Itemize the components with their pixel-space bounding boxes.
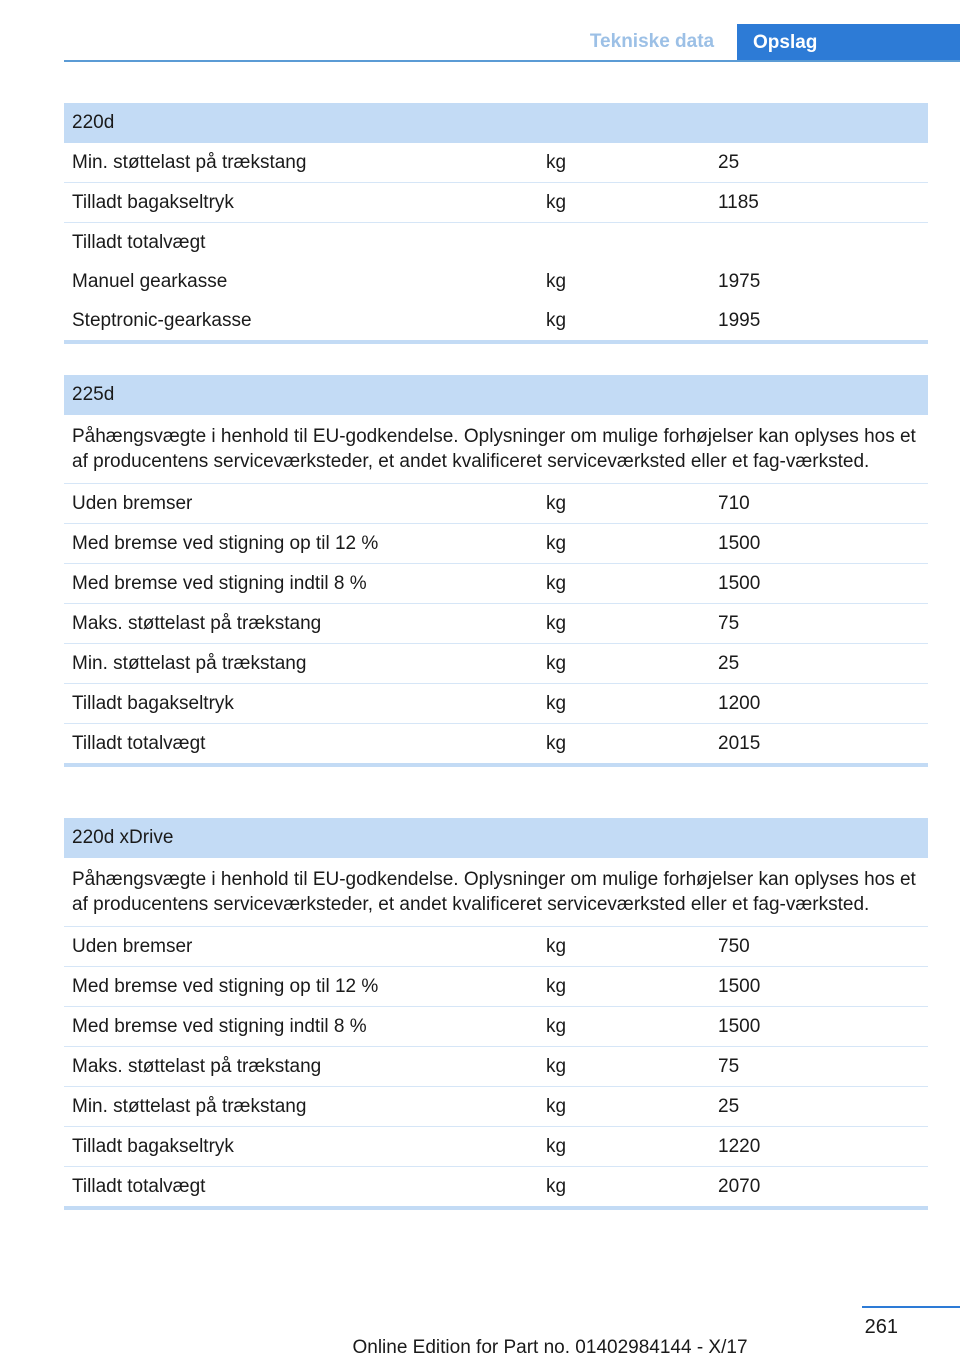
row-unit: kg bbox=[546, 309, 567, 331]
table-row bbox=[64, 524, 928, 564]
row-value: 1500 bbox=[718, 572, 761, 594]
row-unit: kg bbox=[546, 492, 567, 514]
table-row bbox=[64, 644, 928, 684]
row-value: 25 bbox=[718, 652, 740, 674]
row-label: Tilladt bagakseltryk bbox=[72, 191, 234, 213]
row-unit: kg bbox=[546, 151, 567, 173]
row-label: Tilladt totalvægt bbox=[72, 1175, 206, 1197]
row-label: Min. støttelast på trækstang bbox=[72, 1095, 307, 1117]
row-unit: kg bbox=[546, 1175, 567, 1197]
row-value: 25 bbox=[718, 1095, 740, 1117]
row-value: 750 bbox=[718, 935, 750, 957]
row-label: Steptronic-gearkasse bbox=[72, 309, 252, 331]
page-number: 261 bbox=[864, 1316, 898, 1338]
row-unit: kg bbox=[546, 1095, 567, 1117]
section-end-rule bbox=[64, 763, 928, 767]
section-end-rule bbox=[64, 340, 928, 344]
row-unit: kg bbox=[546, 652, 567, 674]
row-label: Med bremse ved stigning indtil 8 % bbox=[72, 572, 367, 594]
row-unit: kg bbox=[546, 975, 567, 997]
section-220d bbox=[64, 103, 928, 344]
row-unit: kg bbox=[546, 572, 567, 594]
row-unit: kg bbox=[546, 1015, 567, 1037]
row-value: 1185 bbox=[718, 191, 759, 213]
row-value: 1995 bbox=[718, 309, 761, 331]
table-row bbox=[64, 183, 928, 223]
table-row bbox=[64, 262, 928, 301]
row-unit: kg bbox=[546, 1055, 567, 1077]
footer-accent-line bbox=[862, 1306, 960, 1308]
row-unit: kg bbox=[546, 732, 567, 754]
row-label: Med bremse ved stigning indtil 8 % bbox=[72, 1015, 367, 1037]
row-label: Uden bremser bbox=[72, 935, 193, 957]
page-header bbox=[0, 0, 960, 62]
table-row bbox=[64, 684, 928, 724]
row-label: Tilladt bagakseltryk bbox=[72, 692, 234, 714]
row-value: 1220 bbox=[718, 1135, 761, 1157]
section-title: 225d bbox=[64, 375, 928, 415]
row-value: 75 bbox=[718, 1055, 740, 1077]
row-label: Min. støttelast på trækstang bbox=[72, 652, 307, 674]
section-title: 220d xDrive bbox=[64, 818, 928, 858]
row-label: Maks. støttelast på trækstang bbox=[72, 1055, 322, 1077]
table-row bbox=[64, 967, 928, 1007]
row-label: Tilladt totalvægt bbox=[72, 231, 206, 253]
row-label: Manuel gearkasse bbox=[72, 270, 228, 292]
table-row bbox=[64, 564, 928, 604]
row-unit: kg bbox=[546, 532, 567, 554]
section-225d bbox=[64, 375, 928, 767]
table-row bbox=[64, 223, 928, 262]
table-row bbox=[64, 1047, 928, 1087]
row-value: 25 bbox=[718, 151, 740, 173]
row-value: 2070 bbox=[718, 1175, 761, 1197]
row-label: Uden bremser bbox=[72, 492, 193, 514]
section-note: Påhængsvægte i henhold til EU-godkendelse. Oplysninger om mulige forhøjelser kan oplyses hos et af producentens serviceværksteder, et andet kvalificeret serviceværksted eller et fag-værksted. bbox=[64, 415, 928, 484]
table-row bbox=[64, 724, 928, 763]
row-value: 1200 bbox=[718, 692, 761, 714]
row-label: Med bremse ved stigning op til 12 % bbox=[72, 532, 379, 554]
section-220d-xdrive bbox=[64, 818, 928, 1210]
row-label: Tilladt totalvægt bbox=[72, 732, 206, 754]
section-end-rule bbox=[64, 1206, 928, 1210]
row-value: 75 bbox=[718, 612, 740, 634]
table-row bbox=[64, 1087, 928, 1127]
edition-footer: Online Edition for Part no. 01402984144 - X/17 bbox=[352, 1337, 748, 1358]
table-row bbox=[64, 604, 928, 644]
table-row bbox=[64, 484, 928, 524]
row-unit: kg bbox=[546, 270, 567, 292]
section-note: Påhængsvægte i henhold til EU-godkendelse. Oplysninger om mulige forhøjelser kan oplyses hos et af producentens serviceværksteder, et andet kvalificeret serviceværksted eller et fag-værksted. bbox=[64, 858, 928, 927]
table-row bbox=[64, 927, 928, 967]
row-unit: kg bbox=[546, 191, 567, 213]
table-row bbox=[64, 1167, 928, 1206]
row-label: Min. støttelast på trækstang bbox=[72, 151, 307, 173]
row-value: 1500 bbox=[718, 1015, 761, 1037]
row-value: 1975 bbox=[718, 270, 761, 292]
table-row bbox=[64, 301, 928, 340]
row-unit: kg bbox=[546, 692, 567, 714]
row-label: Tilladt bagakseltryk bbox=[72, 1135, 234, 1157]
row-unit: kg bbox=[546, 1135, 567, 1157]
row-value: 710 bbox=[718, 492, 750, 514]
table-row bbox=[64, 1007, 928, 1047]
row-unit: kg bbox=[546, 935, 567, 957]
row-label: Med bremse ved stigning op til 12 % bbox=[72, 975, 379, 997]
tab-opslag[interactable]: Opslag bbox=[737, 24, 960, 62]
tab-tekniske-data[interactable]: Tekniske data bbox=[589, 31, 715, 52]
row-label: Maks. støttelast på trækstang bbox=[72, 612, 322, 634]
row-value: 2015 bbox=[718, 732, 761, 754]
table-row bbox=[64, 143, 928, 183]
row-value: 1500 bbox=[718, 975, 761, 997]
section-title: 220d bbox=[64, 103, 928, 143]
header-divider bbox=[64, 60, 960, 62]
table-row bbox=[64, 1127, 928, 1167]
row-unit: kg bbox=[546, 612, 567, 634]
row-value: 1500 bbox=[718, 532, 761, 554]
